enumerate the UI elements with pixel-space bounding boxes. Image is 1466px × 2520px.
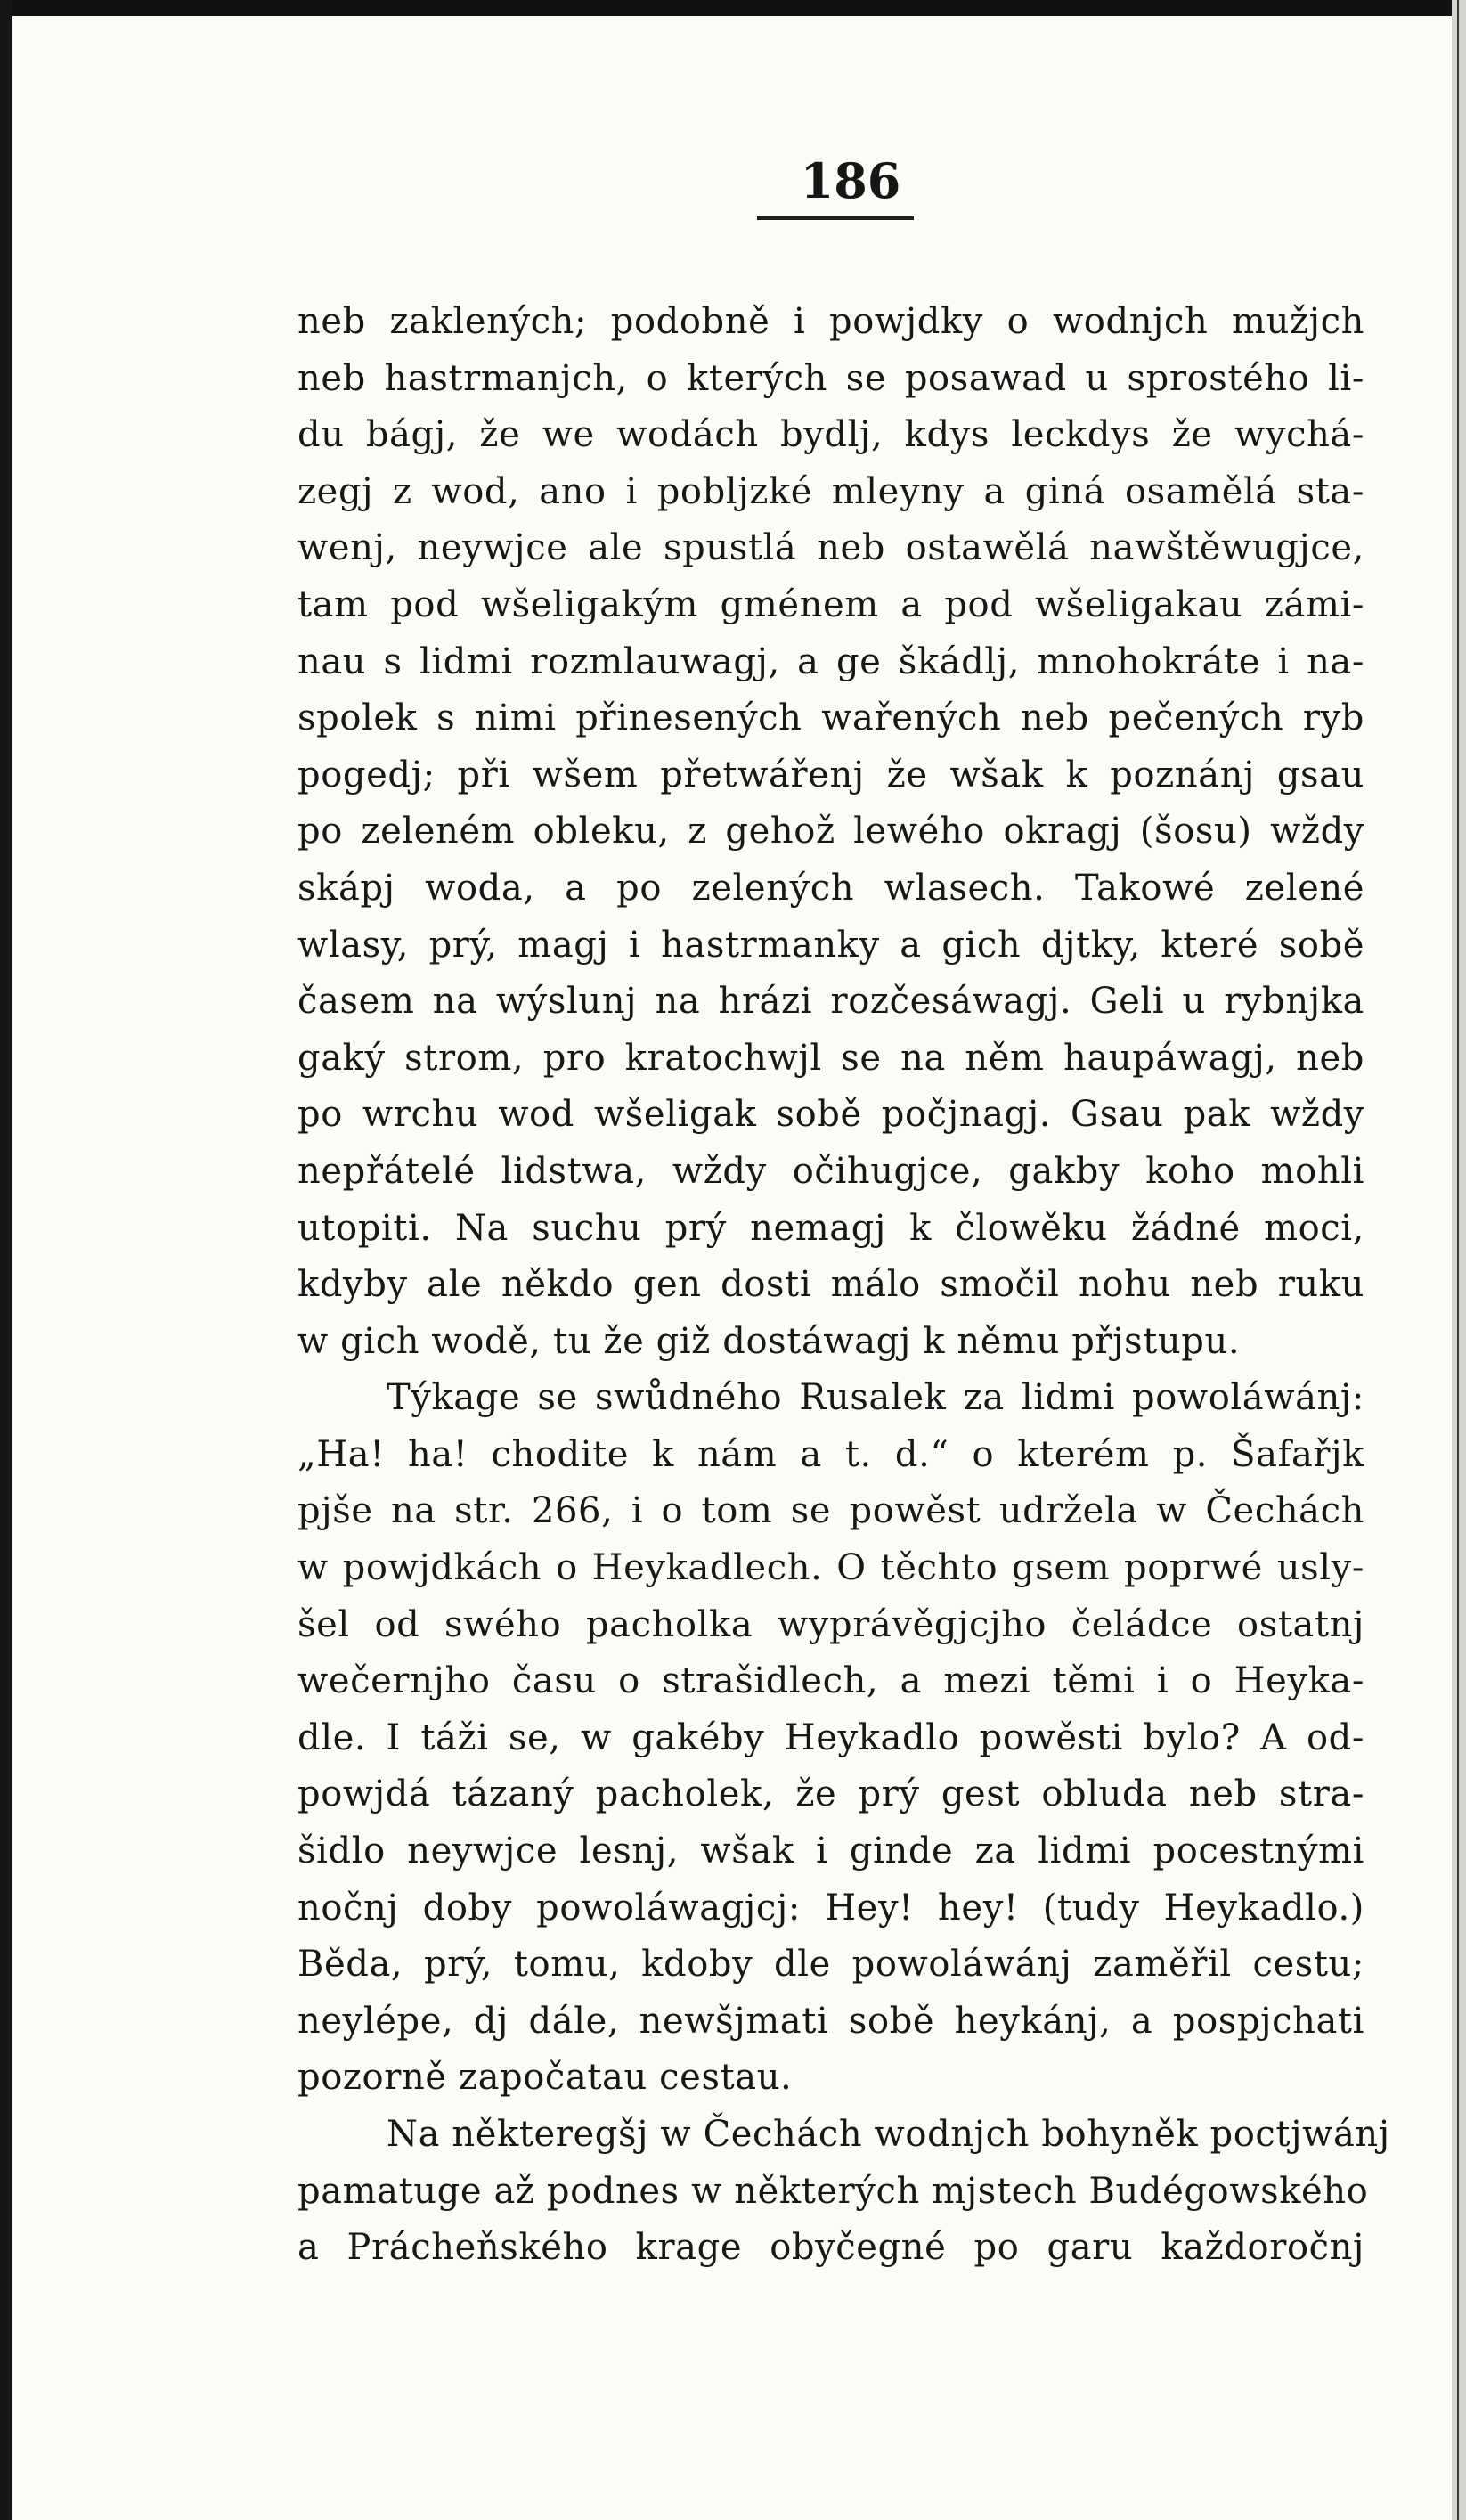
text-line: nepřátelé lidstwa, wždy očihugjce, gakby koho mohli [297,1150,1364,1192]
text-line: skápj woda, a po zelených wlasech. Takowé zelené [297,867,1364,909]
text-line: neylépe, dj dále, newšjmati sobě heykánj, a pospjchati [297,2000,1364,2042]
text-line: a Prácheňského krage obyčegné po garu každoročnj [297,2227,1364,2269]
text-line: pozorně započatau cestau. [297,2057,793,2099]
text-line: po zeleném obleku, z gehož lewého okragj (šosu) wždy [297,811,1364,852]
text-line: pjše na str. 266, i o tom se powěst udržela w Čechách [297,1490,1364,1532]
text-line: spolek s nimi přinesených wařených neb pečených ryb [297,697,1364,739]
page-number: 186 [800,152,901,209]
page-number-rule [757,216,914,220]
text-line: po wrchu wod wšeligak sobě počjnagj. Gsau pak wždy [297,1094,1364,1136]
text-line: wlasy, prý, magj i hastrmanky a gich djtky, které sobě [297,924,1364,966]
text-line: Na některegšj w Čechách wodnjch bohyněk poctjwánj [387,2114,1390,2155]
paragraph [297,294,1364,1370]
text-line: zegj z wod, ano i pobljzké mleyny a giná osamělá sta- [297,470,1364,512]
scan-right-edge [1452,0,1466,2520]
paragraph [297,2107,1390,2277]
text-line: neb hastrmanjch, o kterých se posawad u sprostého li- [297,357,1364,399]
text-line: du bágj, že we wodách bydlj, kdys leckdys že wychá- [297,414,1364,456]
text-line: pamatuge až podnes w některých mjstech Budégowského [297,2170,1369,2212]
scan-left-edge [0,0,12,2520]
text-line: powjdá tázaný pacholek, že prý gest obluda neb stra- [297,1774,1364,1815]
text-line: wečernjho času o strašidlech, a mezi těmi i o Heyka- [297,1660,1364,1702]
text-line: neb zaklených; podobně i powjdky o wodnjch mužjch [297,301,1364,342]
text-line: utopiti. Na suchu prý nemagj k člowěku žádné moci, [297,1207,1364,1249]
text-line: časem na wýslunj na hrázi rozčesáwagj. Geli u rybnjka [297,981,1364,1023]
text-line: wenj, neywjce ale spustlá neb ostawělá nawštěwugjce, [297,527,1364,569]
text-line: Týkage se swůdného Rusalek za lidmi powoláwánj: [387,1377,1364,1419]
text-line: tam pod wšeligakým gménem a pod wšeligakau zámi- [297,583,1364,625]
page-edge-line [1457,0,1459,2520]
text-line: šel od swého pacholka wyprávěgjcjho čeládce ostatnj [297,1603,1364,1645]
text-line: w powjdkách o Heykadlech. O těchto gsem poprwé usly- [297,1547,1364,1589]
text-line: kdyby ale někdo gen dosti málo smočil nohu neb ruku [297,1264,1364,1306]
text-line: Běda, prý, tomu, kdoby dle powoláwánj zaměřil cestu; [297,1944,1364,1986]
scan-top-edge [0,0,1466,16]
paragraph [297,1370,1364,2107]
text-line: dle. I táži se, w gakéby Heykadlo powěsti bylo? A od- [297,1717,1364,1758]
text-line: gaký strom, pro kratochwjl se na něm haupáwagj, neb [297,1037,1364,1079]
text-line: pogedj; při wšem přetwářenj že wšak k poznánj gsau [297,754,1364,795]
body-text [297,294,1390,2277]
text-line: „Ha! ha! chodite k nám a t. d.“ o kterém p. Šafařjk [297,1433,1364,1475]
text-line: šidlo neywjce lesnj, wšak i ginde za lidmi pocestnými [297,1831,1364,1872]
text-line: w gich wodě, tu že giž dostáwagj k němu přjstupu. [297,1320,1241,1362]
text-line: nau s lidmi rozmlauwagj, a ge škádlj, mnohokráte i na- [297,640,1364,682]
text-line: nočnj doby powoláwagjcj: Hey! hey! (tudy Heykadlo.) [297,1887,1364,1929]
